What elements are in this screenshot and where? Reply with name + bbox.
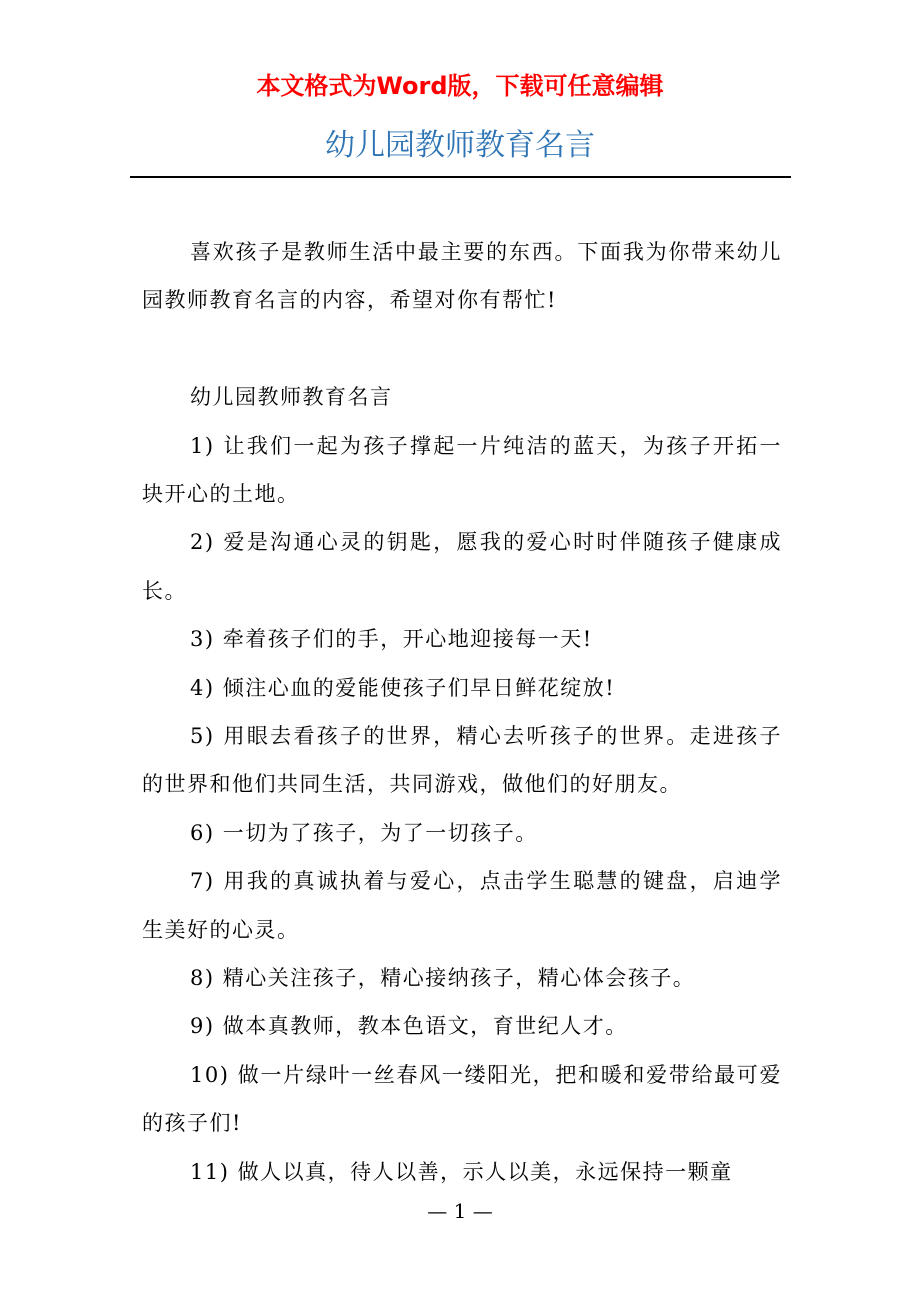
- format-notice-banner: 本文格式为Word版，下载可任意编辑: [256, 72, 664, 100]
- document-body: [142, 228, 782, 1196]
- document-title: 幼儿园教师教育名言: [325, 128, 595, 163]
- quote-item: 10) 做一片绿叶一丝春风一缕阳光，把和暖和爱带给最可爱的孩子们!: [142, 1062, 782, 1136]
- section-heading: 幼儿园教师教育名言: [190, 385, 393, 410]
- quote-item: 5) 用眼去看孩子的世界，精心去听孩子的世界。走进孩子的世界和他们共同生活，共同游戏，做他们的好朋友。: [142, 724, 782, 797]
- quote-item: 6) 一切为了孩子，为了一切孩子。: [190, 820, 538, 845]
- quote-item: 7) 用我的真诚执着与爱心，点击学生聪慧的键盘，启迪学生美好的心灵。: [142, 869, 782, 942]
- quote-item: 11) 做人以真，待人以善，示人以美，永远保持一颗童: [190, 1159, 733, 1184]
- quote-item: 2) 爱是沟通心灵的钥匙，愿我的爱心时时伴随孩子健康成长。: [142, 530, 782, 603]
- quote-item: 3) 牵着孩子们的手，开心地迎接每一天!: [190, 627, 593, 652]
- quote-item: 8) 精心关注孩子，精心接纳孩子，精心体会孩子。: [190, 966, 696, 991]
- quote-item: 9) 做本真教师，教本色语文，育世纪人才。: [190, 1014, 628, 1039]
- page-number: — 1 —: [427, 1199, 493, 1223]
- title-divider: [130, 176, 791, 178]
- quote-item: 1) 让我们一起为孩子撑起一片纯洁的蓝天，为孩子开拓一块开心的土地。: [142, 433, 782, 507]
- intro-paragraph: 喜欢孩子是教师生活中最主要的东西。下面我为你带来幼儿园教师教育名言的内容，希望对你有帮忙!: [142, 240, 782, 313]
- quote-item: 4) 倾注心血的爱能使孩子们早日鲜花绽放!: [190, 675, 616, 700]
